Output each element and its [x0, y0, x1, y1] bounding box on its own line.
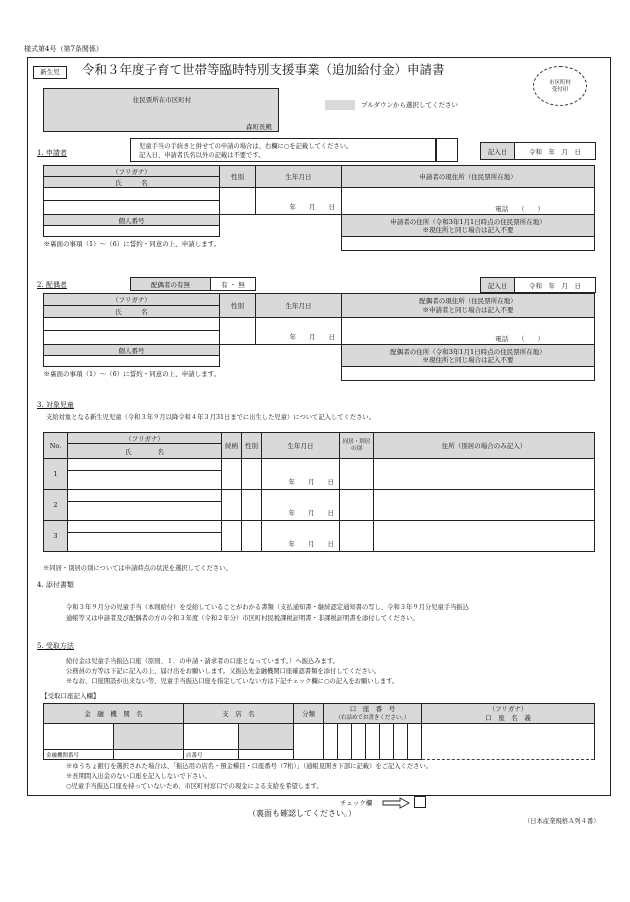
name-header: 氏 名 [44, 177, 220, 188]
applicant-date-table [480, 142, 596, 160]
spouse-past-note: ※現住所と同じ場合は記入不要 [422, 355, 514, 364]
applicant-name-input[interactable] [44, 201, 220, 215]
account-digit-4[interactable] [366, 724, 380, 760]
notice-line-1: 児童手当の手続きと併せての申請の場合は、右欄に○を記載してください。 [139, 143, 353, 150]
paper-size-note: （日本産業規格Ａ列４番） [524, 818, 600, 825]
spouse-date-table [480, 277, 596, 293]
child3-cohabit[interactable] [340, 521, 374, 552]
back-side-note: （裏面も確認してください。） [248, 809, 356, 818]
receipt-line-2: 公務員の方等は下記に記入の上、届け出をお願いします。又振込先金融機関口座確認書類を添付してください。 [66, 668, 381, 675]
stamp-line-1: 市区町村 [548, 80, 571, 86]
bank-name-header: 金 融 機 関 名 [44, 704, 184, 724]
col-no: No. [44, 433, 68, 459]
children-desc: 支給対象となる新生児児童（令和３年９月以降令和４年３月31日までに出生した児童）について記入してください。 [46, 414, 376, 421]
child3-birth[interactable]: 年 月 日 [262, 521, 340, 552]
col-cohabit-line2: の別 [350, 445, 362, 452]
branch-code-label: 店番号 [184, 750, 239, 760]
child3-gender[interactable] [242, 521, 262, 552]
spouse-past-label: 配偶者の住所（令和3年1月1日時点の住民票所在地） [390, 347, 546, 356]
child1-relation[interactable] [222, 459, 242, 490]
child1-address[interactable] [374, 459, 595, 490]
children-heading: 3. 対象児童 [37, 401, 74, 409]
spouse-mynumber-input[interactable] [44, 356, 220, 367]
spouse-name-header: 氏 名 [44, 306, 220, 318]
col-cohabit-line1: 同居・別居 [342, 438, 371, 445]
row-no-2: 2 [44, 490, 68, 521]
past-address-note: ※現住所と同じ場合は記入不要 [422, 225, 514, 234]
col-gender: 性別 [242, 433, 262, 459]
birth-header: 生年月日 [256, 166, 342, 188]
applicant-heading: 1. 申請者 [37, 149, 67, 157]
receipt-note-1: ※ゆうちょ銀行を選択された場合は、「振込用の店名・預金種目・口座番号（7桁）」（通帳見開き下部に記載）をご記入ください。 [66, 763, 433, 770]
bank-type-input[interactable] [114, 724, 184, 750]
receipt-note-3: ○児童手当振込口座を持っていないため、市区町村窓口での現金による支給を希望します。 [66, 783, 323, 790]
child3-address[interactable] [374, 521, 595, 552]
col-birth: 生年月日 [262, 433, 340, 459]
col-furigana: （フリガナ） [68, 433, 222, 444]
check-label: チェック欄 [340, 799, 373, 807]
past-address-header [342, 215, 595, 237]
holder-furigana-label: （フリガナ） [488, 704, 528, 713]
col-relation: 続柄 [222, 433, 242, 459]
spouse-furigana-header: （フリガナ） [44, 294, 220, 306]
account-digit-5[interactable] [380, 724, 394, 760]
mayor-label: 森町長殿 [246, 123, 272, 131]
newborn-badge [33, 66, 67, 79]
date-value[interactable]: 令和 年 月 日 [515, 143, 596, 160]
account-table [43, 703, 595, 760]
child3-furigana[interactable] [68, 521, 222, 533]
child2-name[interactable] [68, 502, 222, 521]
receipt-line-3: ※なお、口座開設が出来ない等、児童手当振込口座を指定していない方は下記チェック欄に○の記入をお願いします。 [66, 678, 399, 685]
dropdown-sample [325, 100, 355, 110]
child2-birth[interactable]: 年 月 日 [262, 490, 340, 521]
spouse-presence [130, 277, 256, 291]
spouse-birth-header: 生年月日 [256, 294, 342, 318]
row-no-1: 1 [44, 459, 68, 490]
branch-code-input[interactable] [239, 750, 294, 760]
account-no-header [324, 704, 422, 724]
type-input[interactable] [294, 724, 324, 760]
cash-check-box[interactable] [414, 796, 426, 808]
child2-relation[interactable] [222, 490, 242, 521]
account-digit-6[interactable] [394, 724, 408, 760]
spouse-heading: 2. 配偶者 [37, 281, 67, 289]
child2-cohabit[interactable] [340, 490, 374, 521]
bank-name-input[interactable] [44, 724, 114, 750]
type-header: 分類 [294, 704, 324, 724]
spouse-table [43, 293, 595, 381]
badge-text: 新生児 [40, 68, 60, 76]
spouse-mynumber-header: 個人番号 [44, 345, 220, 356]
applicant-mynumber-input[interactable] [44, 226, 220, 237]
bank-code-input[interactable] [114, 750, 184, 760]
spouse-consent: ※裏面の事項（1）〜（6）に誓約・同意の上、申請します。 [43, 370, 221, 379]
branch-type-input[interactable] [239, 724, 294, 750]
presence-value[interactable]: 有 ・ 無 [211, 278, 256, 291]
presence-label: 配偶者の有無 [131, 278, 211, 291]
spouse-past-header [342, 345, 595, 367]
account-heading: 【受取口座記入欄】 [41, 692, 100, 700]
child1-birth[interactable]: 年 月 日 [262, 459, 340, 490]
account-digit-2[interactable] [338, 724, 352, 760]
holder-input[interactable] [422, 724, 595, 760]
form-number: 様式第4号（第7条関係） [24, 45, 103, 53]
combined-mark-box[interactable] [436, 138, 458, 162]
account-no-label: 口 座 番 号 [349, 705, 396, 713]
bank-code-label: 金融機関番号 [44, 750, 114, 760]
child3-relation[interactable] [222, 521, 242, 552]
spouse-furigana-input[interactable] [44, 318, 220, 331]
child2-gender[interactable] [242, 490, 262, 521]
row-no-3: 3 [44, 521, 68, 552]
page-title: 令和３年度子育て世帯等臨時特別支援事業（追加給付金）申請書 [82, 62, 445, 77]
applicant-phone[interactable]: 電話 （ ） [342, 188, 595, 215]
col-cohabit [340, 433, 374, 459]
furigana-header: （フリガナ） [44, 166, 220, 177]
child2-address[interactable] [374, 490, 595, 521]
spouse-date-value[interactable]: 令和 年 月 日 [515, 278, 596, 293]
child1-name[interactable] [68, 471, 222, 490]
documents-line-1: 令和３年９月分の児童手当（本則給付）を受給していることがわかる書類（支払通知書・継続認定通知書の写し、令和３年９月分児童手当振込 [66, 604, 469, 611]
spouse-birth-input[interactable]: 年 月 日 [256, 318, 342, 345]
receipt-line-1: 給付金は児童手当振込口座（原則、１．の申請・請求者の口座となっています。）へ振込みます。 [66, 658, 339, 665]
account-no-note: （右詰めでお書きください。） [335, 715, 410, 721]
receipt-heading: 5. 受取方法 [37, 642, 74, 650]
spouse-current-note: ※申請者と同じ場合は記入不要 [422, 305, 514, 314]
spouse-phone[interactable]: 電話 （ ） [342, 318, 595, 345]
notice-line-2: 記入日、申請者氏名以外の記載は不要です。 [139, 152, 265, 159]
spouse-current-label: 配偶者の現住所（住民票所在地） [419, 296, 517, 305]
account-digit-7[interactable] [408, 724, 422, 760]
children-note: ※同居・別居の別については申請時点の状況を選択してください。 [43, 565, 232, 572]
spouse-gender-input[interactable] [220, 318, 256, 345]
branch-header: 支 店 名 [184, 704, 294, 724]
applicant-table [43, 165, 595, 251]
spouse-current-header [342, 294, 595, 318]
col-address: 住所（別居の場合のみ記入） [374, 433, 595, 459]
receipt-note-2: ※長期間入出金のない口座を記入しないで下さい。 [66, 773, 211, 780]
applicant-past-address-input[interactable] [342, 237, 595, 251]
account-digit-1[interactable] [324, 724, 338, 760]
arrow-right-icon [382, 797, 410, 809]
documents-heading: 4. 添付書類 [37, 581, 74, 589]
spouse-name-input[interactable] [44, 331, 220, 345]
holder-header [422, 704, 595, 724]
child1-cohabit[interactable] [340, 459, 374, 490]
dropdown-hint: プルダウンから選択してください [361, 101, 458, 109]
account-digit-3[interactable] [352, 724, 366, 760]
children-table [43, 432, 595, 552]
applicant-gender-input[interactable] [220, 188, 256, 215]
applicant-furigana-input[interactable] [44, 188, 220, 201]
applicant-notice [130, 138, 436, 162]
child1-furigana[interactable] [68, 459, 222, 471]
current-address-header: 申請者の現住所（住民票所在地） [342, 166, 595, 188]
address-field[interactable] [43, 88, 279, 132]
spouse-gender-header: 性別 [220, 294, 256, 318]
child3-name[interactable] [68, 533, 222, 552]
documents-line-2: 通帳等又は申請者及び配偶者の方の令和３年度（令和２年分）市区町村民税課税証明書・非課税証明書を添付してください。 [66, 615, 419, 622]
spouse-date-label: 記入日 [481, 278, 515, 293]
gender-header: 性別 [220, 166, 256, 188]
spouse-past-address-input[interactable] [342, 367, 595, 381]
holder-label: 口 座 名 義 [485, 713, 531, 722]
child1-gender[interactable] [242, 459, 262, 490]
applicant-birth-input[interactable]: 年 月 日 [256, 188, 342, 215]
reception-stamp [533, 66, 587, 106]
col-name: 氏 名 [68, 444, 222, 459]
mynumber-header: 個人番号 [44, 215, 220, 226]
address-label: 住民票所在市区町村 [132, 96, 192, 104]
stamp-line-2: 受付印 [551, 87, 569, 93]
applicant-consent: ※裏面の事項（1）〜（6）に誓約・同意の上、申請します。 [43, 240, 221, 249]
child2-furigana[interactable] [68, 490, 222, 502]
date-label: 記入日 [481, 143, 515, 160]
branch-input[interactable] [184, 724, 239, 750]
past-address-label: 申請者の住所（令和3年1月1日時点の住民票所在地） [390, 217, 546, 226]
